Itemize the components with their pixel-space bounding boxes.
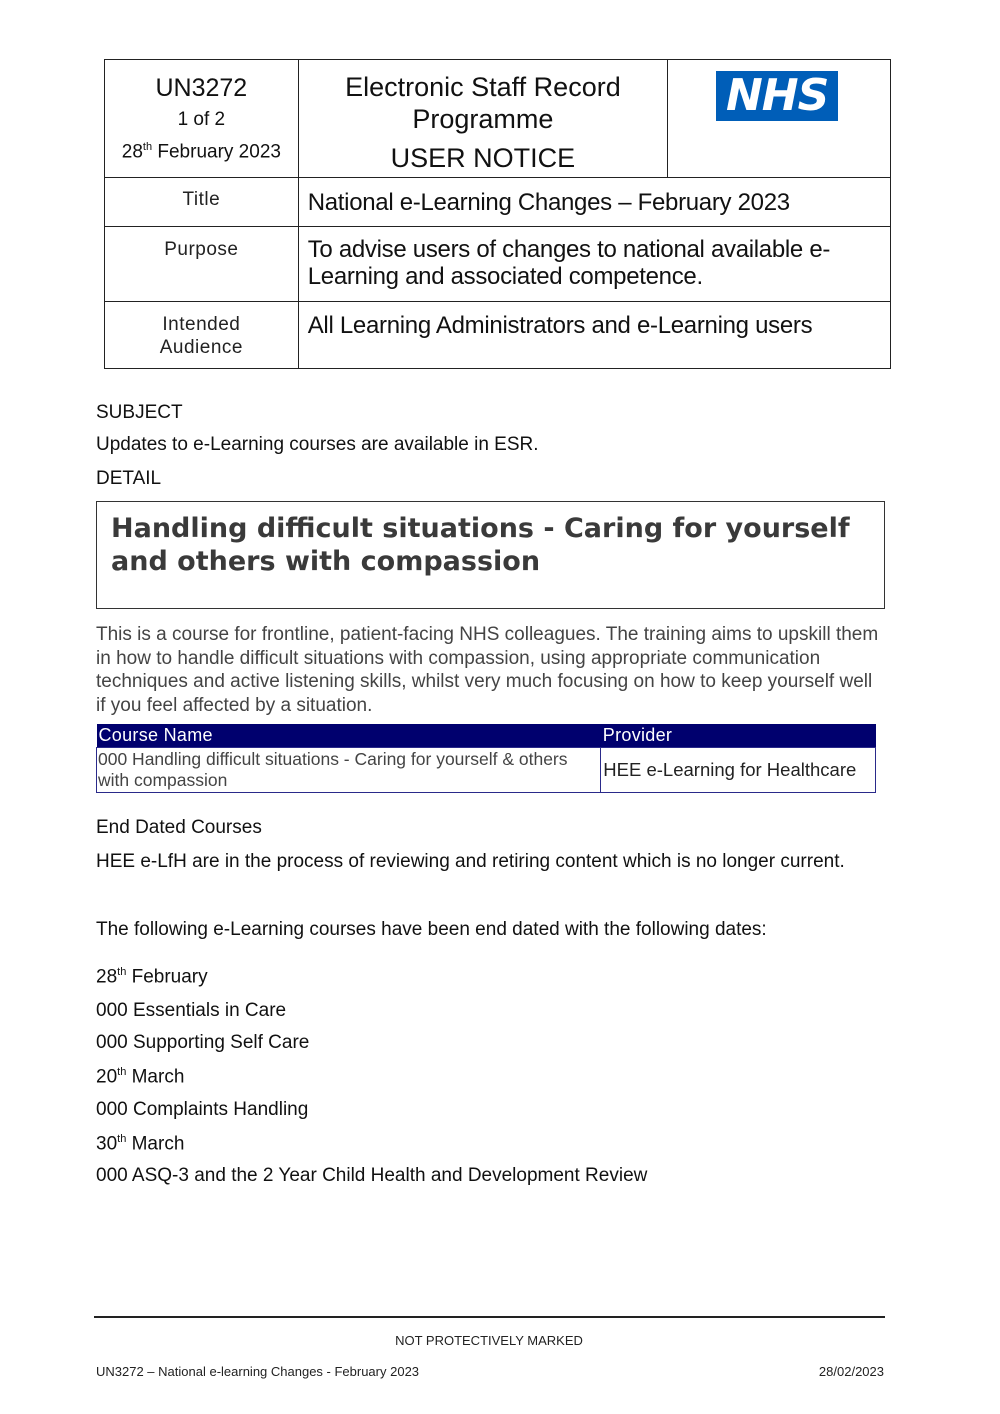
end-dated-course: 000 Supporting Self Care — [96, 1032, 310, 1053]
audience-value: All Learning Administrators and e-Learning users — [298, 302, 890, 369]
footer-document-title: UN3272 – National e-learning Changes - February 2023 — [96, 1364, 420, 1379]
table-row — [97, 747, 876, 792]
subject-text: Updates to e-Learning courses are available in ESR. — [96, 434, 539, 455]
audience-label: Intended Audience — [105, 302, 299, 369]
notice-header-table — [104, 59, 891, 369]
purpose-value: To advise users of changes to national available e-Learning and associated competence. — [298, 227, 890, 302]
title-value: National e-Learning Changes – February 2023 — [298, 178, 890, 227]
programme-cell — [298, 60, 667, 178]
course-name-cell: 000 Handling difficult situations - Caring for yourself & others with compassion — [97, 747, 601, 792]
notice-date: 28th February 2023 — [121, 141, 281, 163]
footer-divider — [94, 1316, 885, 1318]
end-dated-intro: HEE e-LfH are in the process of reviewing and retiring content which is no longer current. — [96, 851, 845, 872]
purpose-label: Purpose — [105, 227, 299, 302]
logo-cell — [668, 60, 891, 178]
title-label: Title — [105, 178, 299, 227]
provider-cell: HEE e-Learning for Healthcare — [601, 747, 876, 792]
page-number: 1 of 2 — [177, 109, 226, 130]
subject-heading: SUBJECT — [96, 402, 183, 423]
end-date-heading: 30th March — [96, 1133, 185, 1155]
course-table-header — [97, 724, 876, 747]
end-date-heading: 28th February — [96, 966, 208, 988]
programme-name: Electronic Staff Record Programme — [345, 72, 621, 134]
notice-ref-cell — [105, 60, 299, 178]
notice-type: USER NOTICE — [390, 143, 576, 173]
end-dated-heading: End Dated Courses — [96, 817, 262, 838]
footer-date: 28/02/2023 — [818, 1364, 884, 1379]
course-heading: Handling difficult situations - Caring for yourself and others with compassion — [111, 513, 850, 577]
end-dated-course: 000 ASQ-3 and the 2 Year Child Health and Development Review — [96, 1165, 648, 1186]
course-table — [96, 724, 876, 793]
end-date-heading: 20th March — [96, 1066, 185, 1088]
column-header-course-name: Course Name — [97, 724, 601, 747]
end-dated-lead: The following e-Learning courses have been end dated with the following dates: — [96, 919, 767, 940]
notice-reference: UN3272 — [155, 74, 248, 102]
protective-marking: NOT PROTECTIVELY MARKED — [395, 1333, 583, 1348]
detail-heading: DETAIL — [96, 468, 162, 489]
column-header-provider: Provider — [601, 724, 876, 747]
nhs-logo: NHS — [716, 71, 838, 121]
end-dated-course: 000 Complaints Handling — [96, 1099, 309, 1120]
course-heading-box — [96, 501, 885, 609]
end-dated-course: 000 Essentials in Care — [96, 1000, 287, 1021]
course-description: This is a course for frontline, patient-facing NHS colleagues. The training aims to upskill them in how to handle difficult situations with compassion, using appropriate communication techniques and active listening skills, whilst very much focusing on how to keep yourself well if you feel affected by a situation. — [96, 624, 879, 716]
